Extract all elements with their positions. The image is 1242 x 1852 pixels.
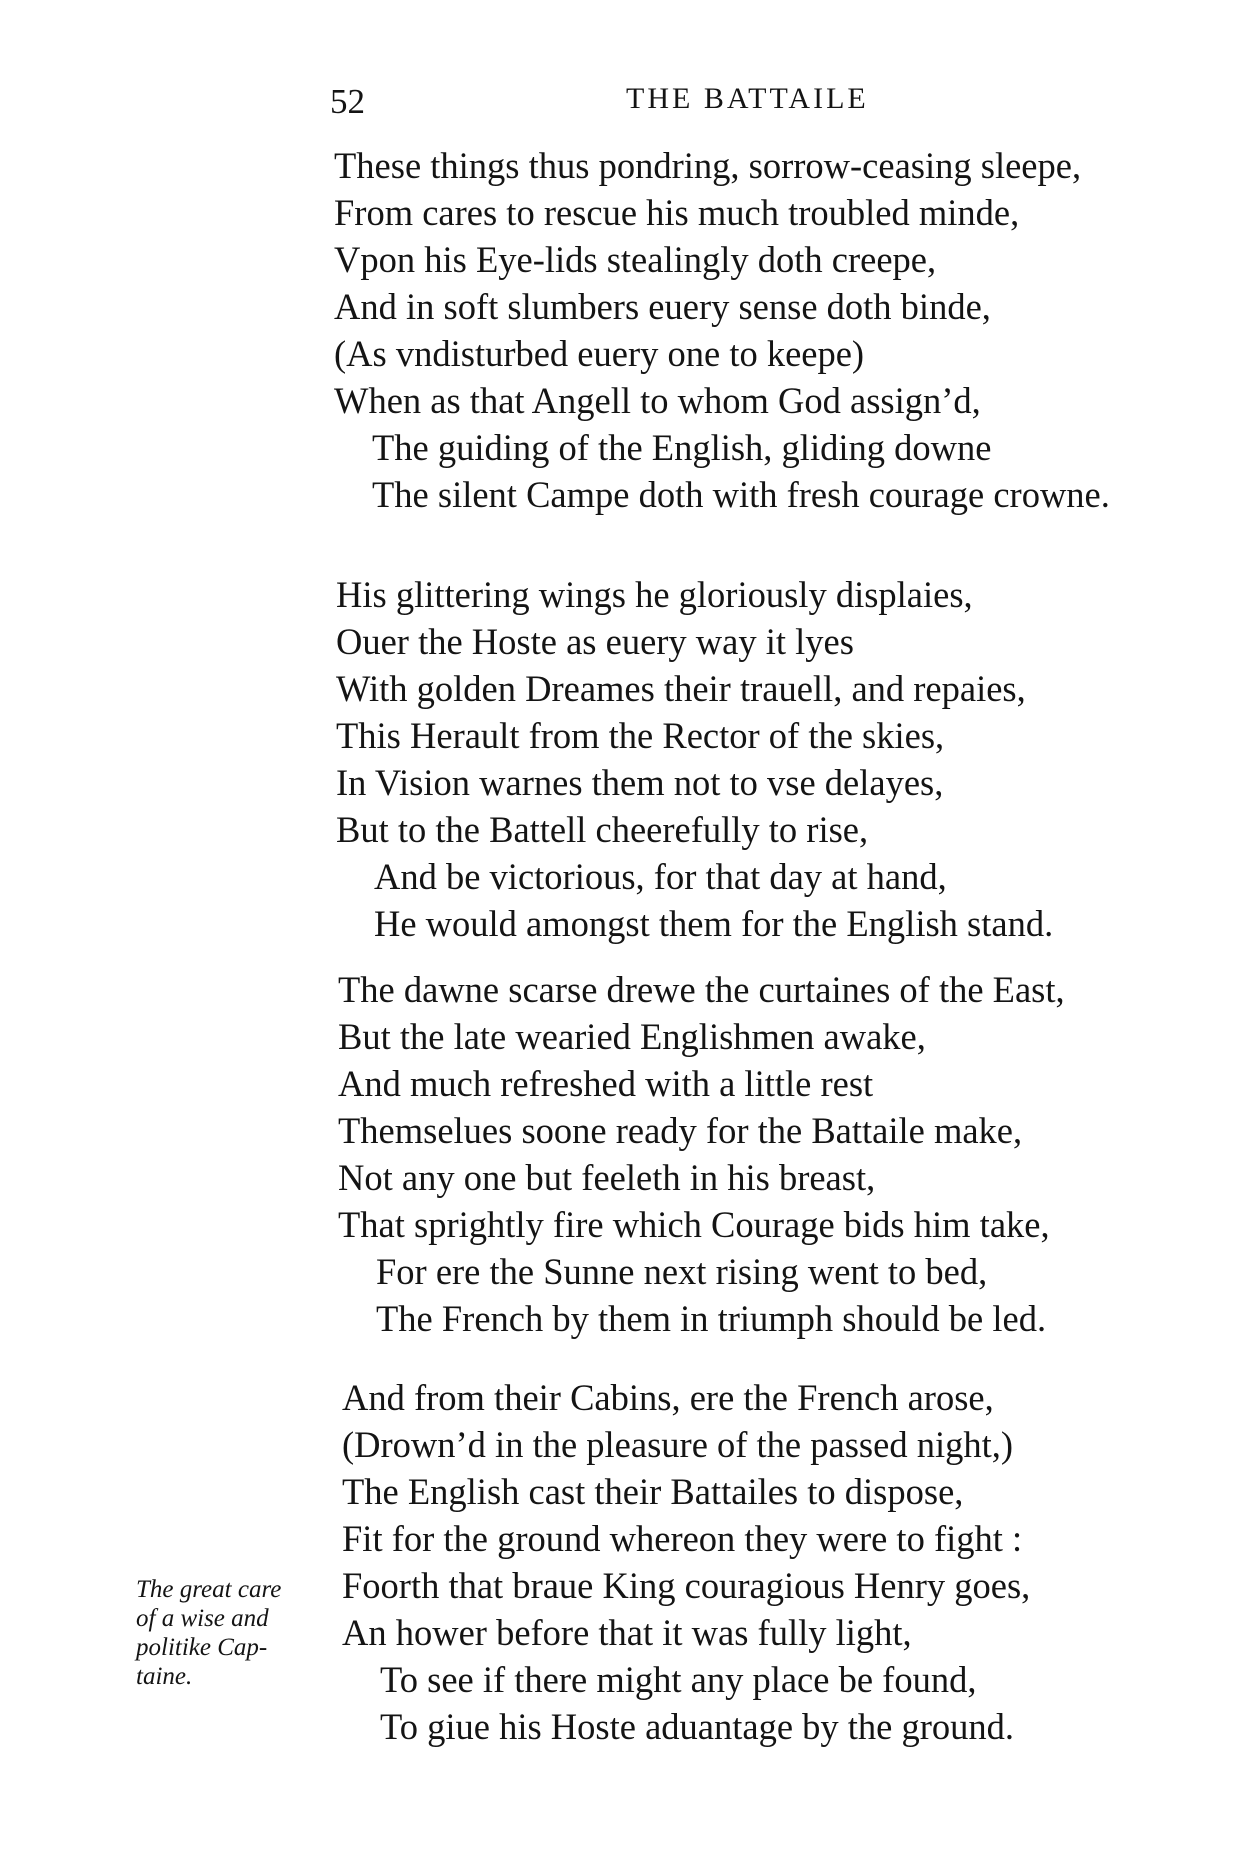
verse-line: But to the Battell cheerefully to rise, [336, 809, 869, 850]
verse-line: He would amongst them for the English stand. [374, 903, 1054, 944]
verse-line: (Drown’d in the pleasure of the passed night,) [342, 1424, 1014, 1465]
verse-line: An hower before that it was fully light, [342, 1612, 912, 1653]
verse-line: His glittering wings he gloriously displaies, [336, 574, 973, 615]
page-number: 52 [330, 82, 365, 121]
verse-line: But the late wearied Englishmen awake, [338, 1016, 926, 1057]
verse-line: To giue his Hoste aduantage by the ground. [380, 1706, 1015, 1747]
verse-line: To see if there might any place be found, [380, 1659, 977, 1700]
stanza-4 [342, 1374, 1242, 1750]
marginal-note [136, 1575, 346, 1691]
verse-line: Foorth that braue King couragious Henry goes, [342, 1565, 1031, 1606]
verse-line: (As vndisturbed euery one to keepe) [334, 333, 865, 374]
verse-line: With golden Dreames their trauell, and repaies, [336, 668, 1026, 709]
verse-line: The English cast their Battailes to dispose, [342, 1471, 964, 1512]
verse-line: The guiding of the English, gliding downe [372, 427, 992, 468]
verse-line: And be victorious, for that day at hand, [374, 856, 947, 897]
page-header [330, 82, 1230, 132]
verse-line: For ere the Sunne next rising went to bed, [376, 1251, 988, 1292]
verse-line: Fit for the ground whereon they were to fight : [342, 1518, 1023, 1559]
marginal-note-line: The great care [136, 1576, 282, 1603]
verse-line: When as that Angell to whom God assign’d, [334, 380, 981, 421]
verse-line: Themselues soone ready for the Battaile make, [338, 1110, 1023, 1151]
verse-line: That sprightly fire which Courage bids him take, [338, 1204, 1050, 1245]
stanza-1 [334, 142, 1234, 518]
marginal-note-line: politike Cap- [136, 1634, 268, 1661]
marginal-note-line: taine. [136, 1663, 193, 1690]
verse-line: And much refreshed with a little rest [338, 1063, 874, 1104]
running-title: THE BATTAILE [626, 82, 869, 115]
verse-line: And from their Cabins, ere the French arose, [342, 1377, 994, 1418]
verse-line: The French by them in triumph should be led. [376, 1298, 1047, 1339]
verse-line: In Vision warnes them not to vse delayes, [336, 762, 944, 803]
verse-line: Not any one but feeleth in his breast, [338, 1157, 876, 1198]
verse-line: The dawne scarse drewe the curtaines of the East, [338, 969, 1065, 1010]
verse-line: And in soft slumbers euery sense doth binde, [334, 286, 991, 327]
verse-line: Vpon his Eye-lids stealingly doth creepe, [334, 239, 937, 280]
verse-line: Ouer the Hoste as euery way it lyes [336, 621, 854, 662]
verse-line: These things thus pondring, sorrow-ceasing sleepe, [334, 145, 1082, 186]
marginal-note-line: of a wise and [136, 1605, 269, 1632]
verse-line: The silent Campe doth with fresh courage crowne. [372, 474, 1110, 515]
stanza-3 [338, 966, 1238, 1342]
verse-line: This Herault from the Rector of the skies, [336, 715, 945, 756]
verse-line: From cares to rescue his much troubled minde, [334, 192, 1020, 233]
stanza-2 [336, 571, 1236, 947]
